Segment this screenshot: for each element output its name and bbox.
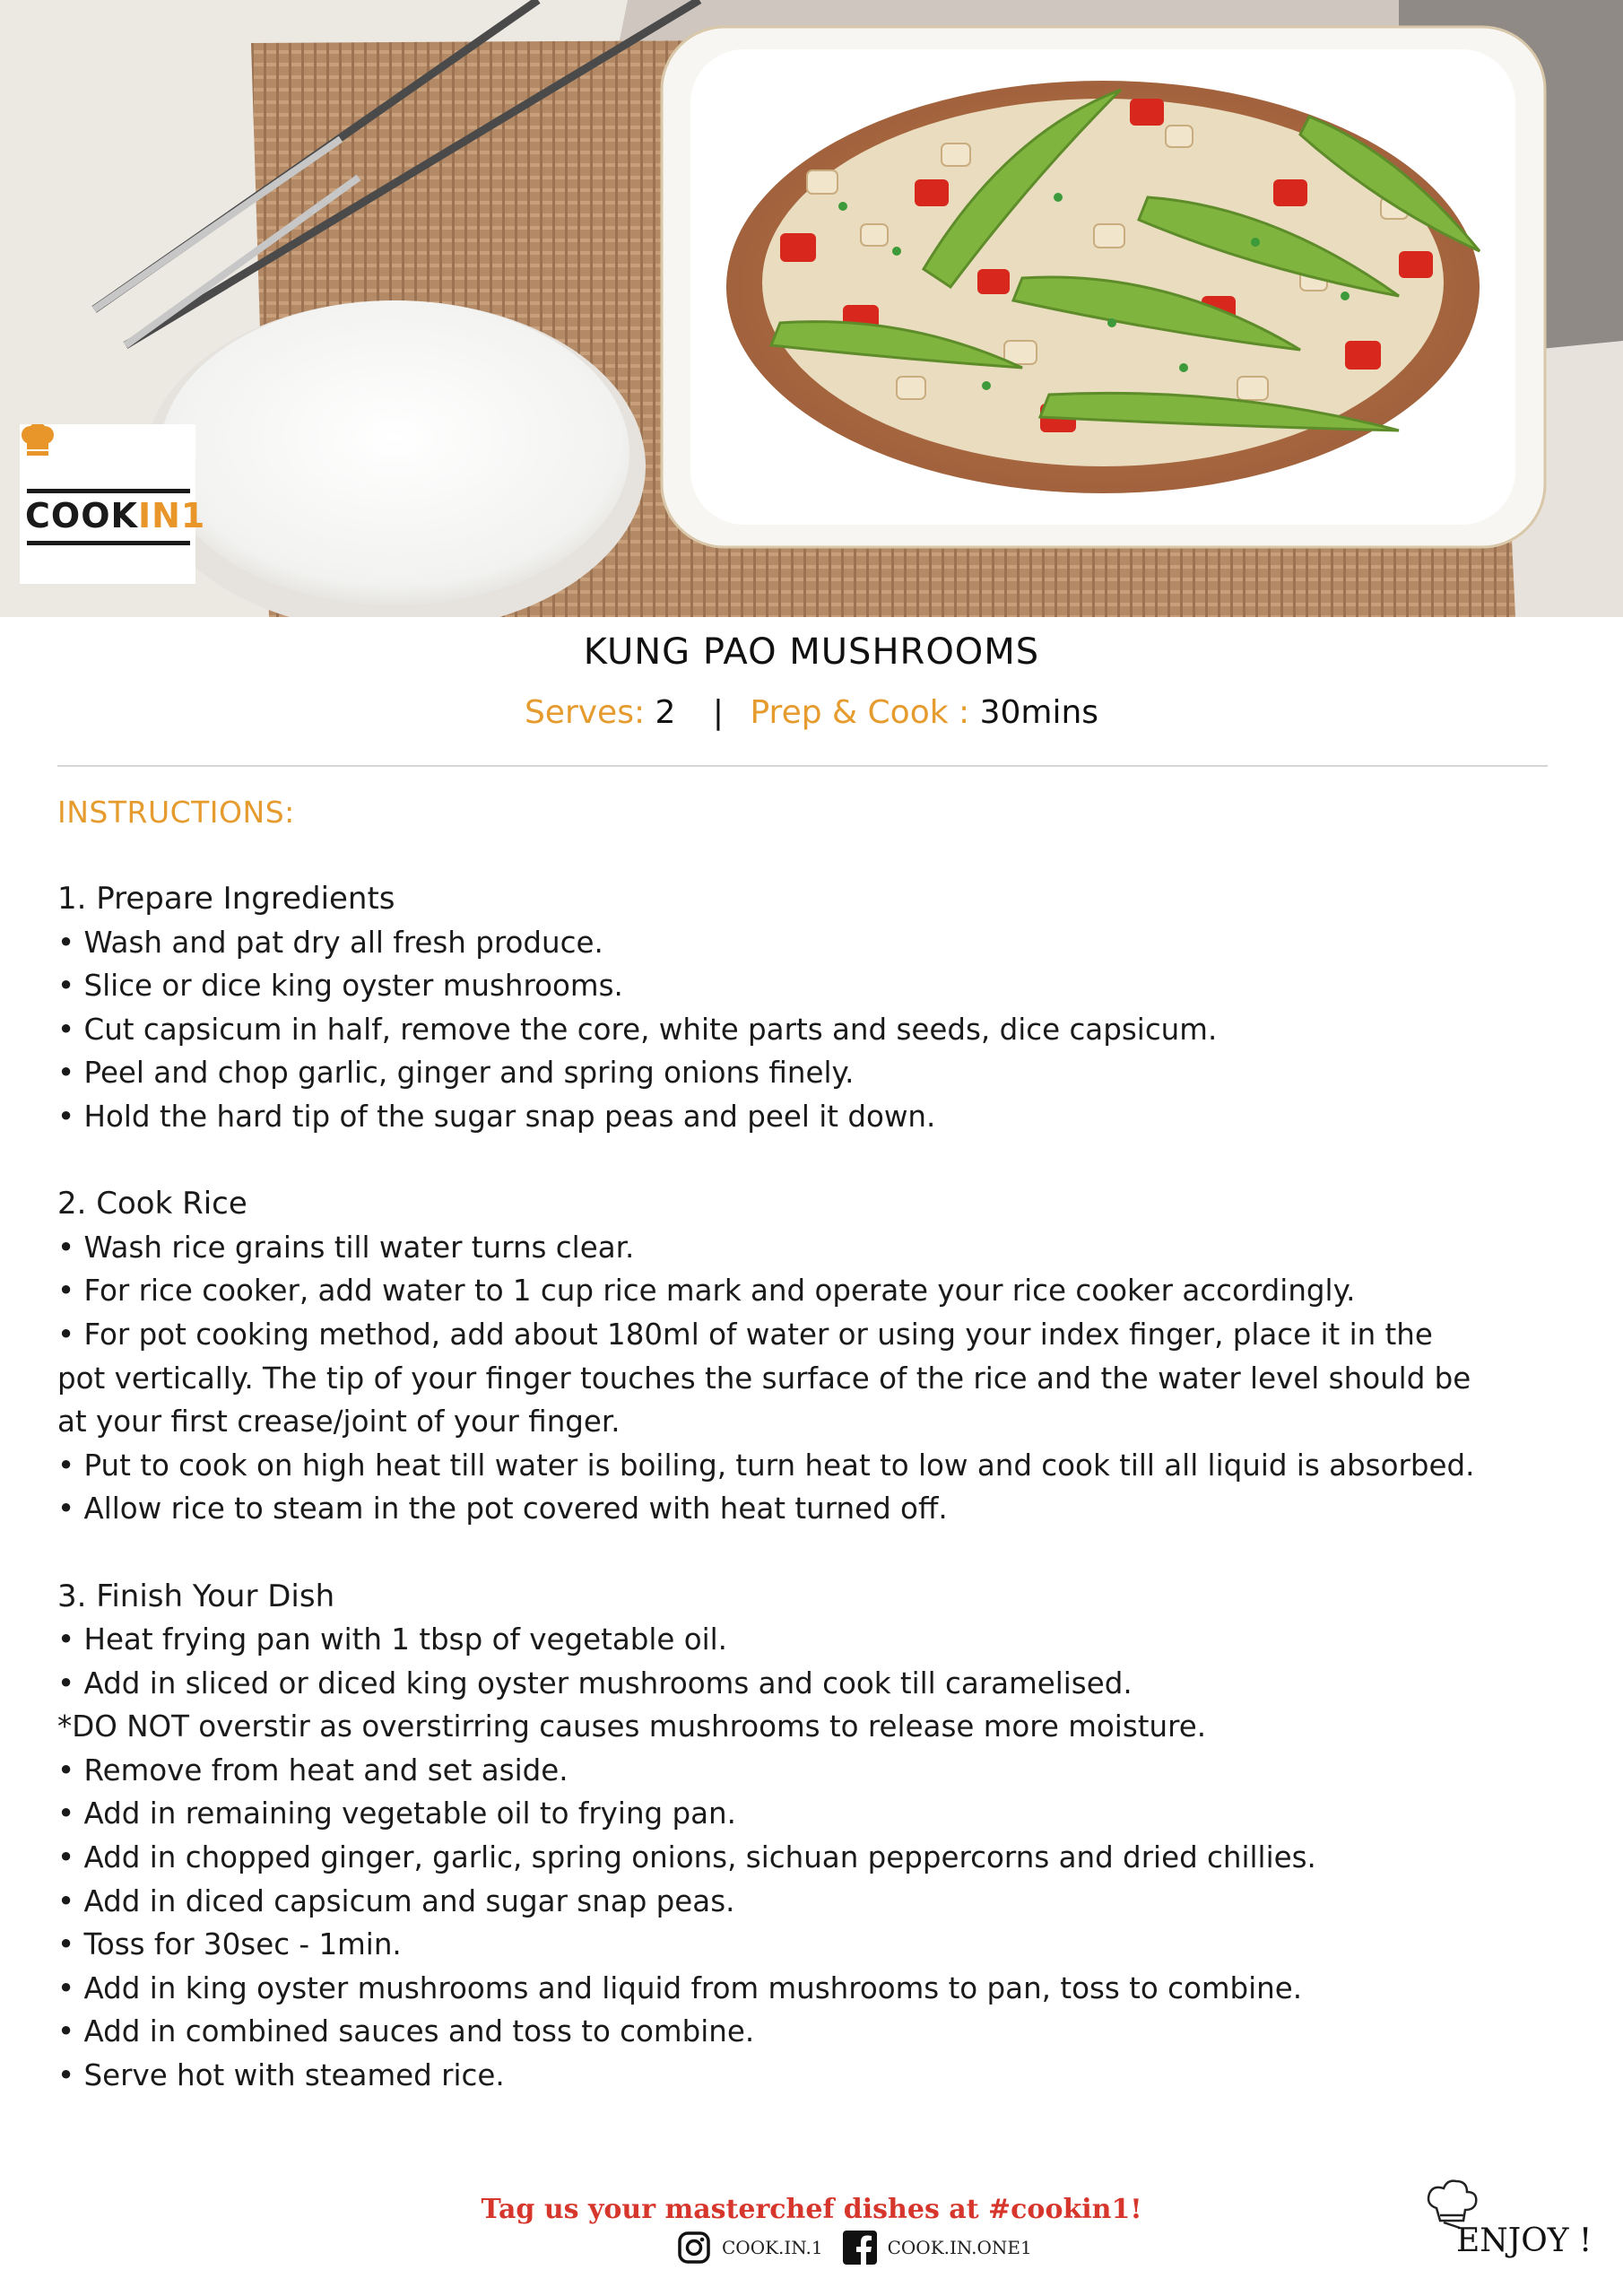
instruction-line: • Add in king oyster mushrooms and liquid from mushrooms to pan, toss to combine. xyxy=(57,1970,1303,2005)
facebook-icon[interactable] xyxy=(843,2231,877,2265)
instructions-heading: INSTRUCTIONS: xyxy=(57,795,295,830)
instruction-note: *DO NOT overstir as overstirring causes mushrooms to release more moisture. xyxy=(57,1709,1207,1744)
recipe-meta xyxy=(0,694,1623,731)
step-title: 1. Prepare Ingredients xyxy=(57,881,395,917)
prep-value: 30mins xyxy=(979,694,1099,731)
instruction-line: • Allow rice to steam in the pot covered with heat turned off. xyxy=(57,1492,948,1526)
instructions-body xyxy=(57,877,1564,2098)
enjoy-text: ENJOY ! xyxy=(1456,2222,1593,2259)
instruction-line: • Toss for 30sec - 1min. xyxy=(57,1927,402,1962)
instruction-line: • Cut capsicum in half, remove the core, white parts and seeds, dice capsicum. xyxy=(57,1012,1218,1047)
step-title: 3. Finish Your Dish xyxy=(57,1578,335,1614)
dish-illustration xyxy=(0,0,1623,617)
logo-rule-top xyxy=(27,489,190,493)
recipe-title: KUNG PAO MUSHROOMS xyxy=(583,631,1040,673)
instruction-line: at your first crease/joint of your finger. xyxy=(57,1405,621,1439)
instagram-icon[interactable] xyxy=(677,2231,711,2265)
instruction-line: • Add in combined sauces and toss to combine. xyxy=(57,2014,755,2049)
instruction-line: • For rice cooker, add water to 1 cup rice mark and operate your rice cooker accordingly. xyxy=(57,1274,1356,1309)
instruction-line: • Serve hot with steamed rice. xyxy=(57,2058,505,2093)
serves-value: 2 xyxy=(655,694,676,731)
instruction-line: • Add in remaining vegetable oil to frying pan. xyxy=(57,1796,736,1831)
instruction-line: • Add in diced capsicum and sugar snap peas. xyxy=(57,1883,735,1918)
hero-photo xyxy=(0,0,1623,617)
brand-logo xyxy=(20,424,206,584)
instruction-line: pot vertically. The tip of your finger touches the surface of the rice and the water level should be xyxy=(57,1361,1471,1396)
serves-label: Serves: xyxy=(524,694,646,731)
instruction-line: • Add in chopped ginger, garlic, spring onions, sichuan peppercorns and dried chillies. xyxy=(57,1840,1316,1875)
step-title: 2. Cook Rice xyxy=(57,1186,247,1222)
instagram-handle[interactable]: COOK.IN.1 xyxy=(722,2237,823,2258)
logo-rule-bottom xyxy=(27,541,190,545)
instruction-line: • Wash and pat dry all fresh produce. xyxy=(57,925,603,960)
instruction-line: • Wash rice grains till water turns clear. xyxy=(57,1230,635,1265)
instruction-line: • Heat frying pan with 1 tbsp of vegetable oil. xyxy=(57,1622,728,1657)
instruction-line: • Peel and chop garlic, ginger and spring onions finely. xyxy=(57,1056,855,1091)
instruction-line: • For pot cooking method, add about 180ml of water or using your index finger, place it in the xyxy=(57,1317,1433,1352)
instruction-line: • Add in sliced or diced king oyster mushrooms and cook till caramelised. xyxy=(57,1665,1133,1700)
facebook-handle[interactable]: COOK.IN.ONE1 xyxy=(887,2237,1032,2258)
instruction-line: • Remove from heat and set aside. xyxy=(57,1752,568,1787)
divider xyxy=(57,765,1548,767)
instruction-line: • Hold the hard tip of the sugar snap peas and peel it down. xyxy=(57,1099,936,1134)
chef-hat-icon xyxy=(20,424,56,457)
enjoy-badge xyxy=(1424,2178,1603,2276)
footer-tagline: Tag us your masterchef dishes at #cookin1! xyxy=(481,2194,1142,2225)
social-links xyxy=(677,2230,1052,2266)
prep-label: Prep & Cook : xyxy=(750,694,970,731)
logo-wordmark: COOKIN1 xyxy=(25,496,206,535)
meta-separator: | xyxy=(712,694,725,731)
instruction-line: • Slice or dice king oyster mushrooms. xyxy=(57,969,623,1004)
instruction-line: • Put to cook on high heat till water is boiling, turn heat to low and cook till all liquid is absorbed. xyxy=(57,1448,1475,1483)
